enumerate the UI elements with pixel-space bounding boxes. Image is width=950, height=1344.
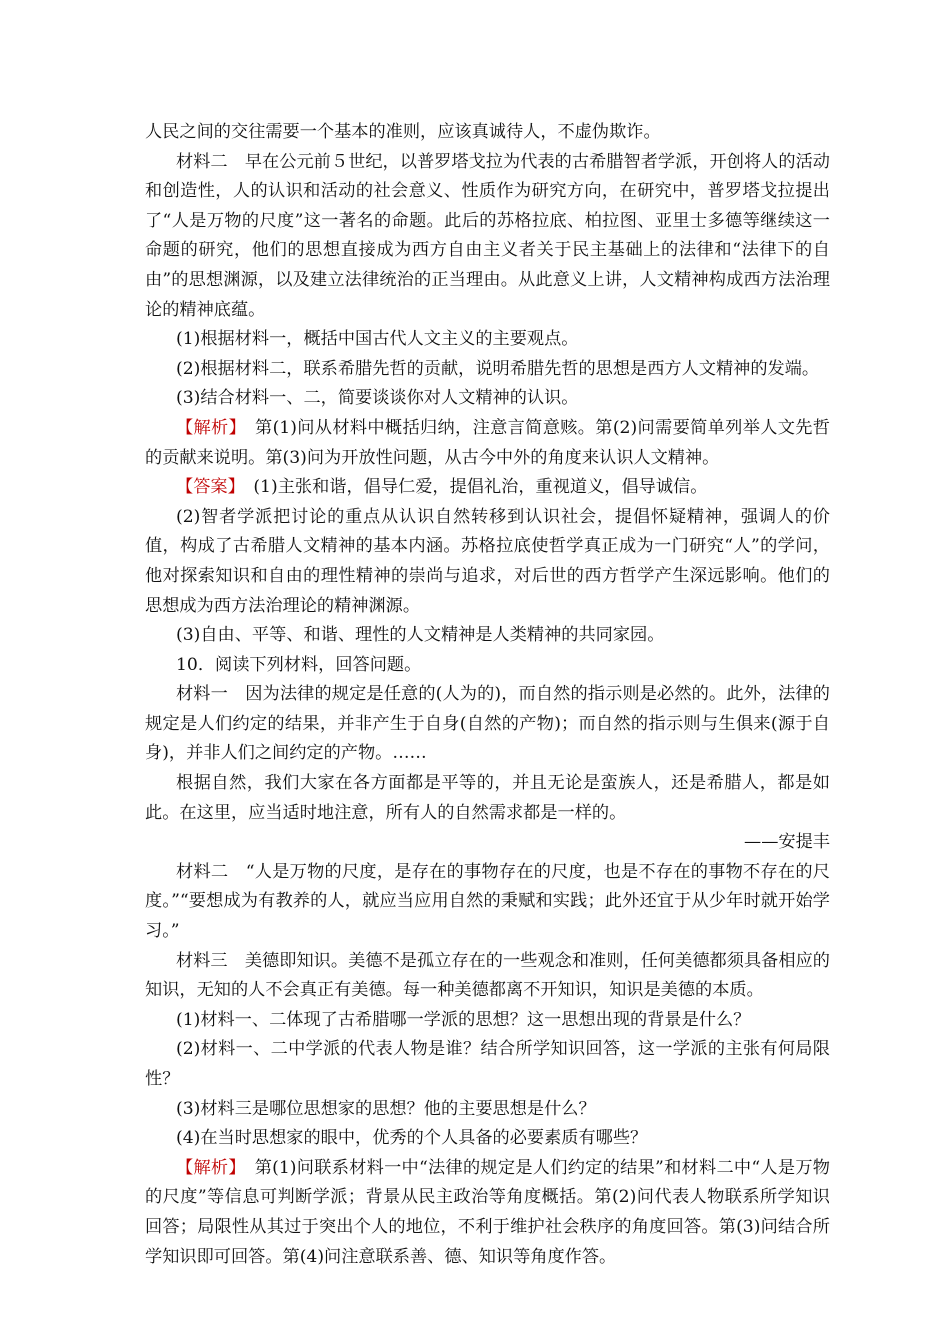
question-item: (3)结合材料一、二，简要谈谈你对人文精神的认识。 xyxy=(176,388,579,409)
question-item: (1)根据材料一，概括中国古代人文主义的主要观点。 xyxy=(176,329,579,350)
answer-paragraph xyxy=(145,473,830,503)
paragraph: 人民之间的交往需要一个基本的准则，应该真诚待人，不虚伪欺诈。 xyxy=(145,122,661,142)
question-item: (2)根据材料二，联系希腊先哲的贡献，说明希腊先哲的思想是西方人文精神的发端。 xyxy=(176,358,820,379)
attribution: ——安提丰 xyxy=(744,832,830,853)
material-paragraph: 材料二 “人是万物的尺度，是存在的事物存在的尺度，也是不存在的事物不存在的尺度。”“要想成为有教养的人，就应当应用自然的秉赋和实践；此外还宜于从少年时就开始学习。” xyxy=(145,861,830,942)
answer-text: (1)主张和谐，倡导仁爱，提倡礼治，重视道义，倡导诚信。 xyxy=(236,477,708,498)
analysis-tag: 【解析】 xyxy=(176,1157,238,1178)
analysis-paragraph xyxy=(145,414,830,473)
material-paragraph: 材料三 美德即知识。美德不是孤立存在的一些观念和准则，任何美德都须具备相应的知识，无知的人不会真正有美德。每一种美德都离不开知识，知识是美德的本质。 xyxy=(145,950,830,1001)
question-item: (4)在当时思想家的眼中，优秀的个人具备的必要素质有哪些？ xyxy=(176,1128,648,1149)
analysis-paragraph xyxy=(145,1154,830,1272)
answer-item: (2)智者学派把讨论的重点从认识自然转移到认识社会，提倡怀疑精神，强调人的价值，构成了古希腊人文精神的基本内涵。苏格拉底使哲学真正成为一门研究“人”的学问，他对探索知识和自由的理性精神的崇尚与追求，对后世的西方哲学产生深远影响。他们的思想成为西方法治理论的精神渊源。 xyxy=(145,506,830,616)
analysis-text: 第(1)问联系材料一中“法律的规定是人们约定的结果”和材料二中“人是万物的尺度”等信息可判断学派；背景从民主政治等角度概括。第(2)问代表人物联系所学知识回答；局限性从其过于突出个人的地位，不利于维护社会秩序的角度回答。第(3)问结合所学知识即可回答。第(4)问注意联系善、德、知识等角度作答。 xyxy=(145,1157,830,1267)
material-paragraph: 材料一 因为法律的规定是任意的(人为的)，而自然的指示则是必然的。此外，法律的规定是人们约定的结果，并非产生于自身(自然的产物)；而自然的指示则与生俱来(源于自身)，并非人们之间约定的产物。…… xyxy=(145,684,830,764)
answer-item: (3)自由、平等、和谐、理性的人文精神是人类精神的共同家园。 xyxy=(176,625,665,646)
question-heading: 10．阅读下列材料，回答问题。 xyxy=(176,654,422,675)
material-paragraph: 根据自然，我们大家在各方面都是平等的，并且无论是蛮族人，还是希腊人，都是如此。在这里，应当适时地注意，所有人的自然需求都是一样的。 xyxy=(145,773,830,823)
question-item: (1)材料一、二体现了古希腊哪一学派的思想？这一思想出现的背景是什么？ xyxy=(176,1009,751,1030)
paragraph: 材料二 早在公元前５世纪，以普罗塔戈拉为代表的古希腊智者学派，开创将人的活动和创造性，人的认识和活动的社会意义、性质作为研究方向，在研究中，普罗塔戈拉提出了“人是万物的尺度”这一著名的命题。此后的苏格拉底、柏拉图、亚里士多德等继续这一命题的研究，他们的思想直接成为西方自由主义者关于民主基础上的法律和“法律下的自由”的思想渊源，以及建立法律统治的正当理由。从此意义上讲，人文精神构成西方法治理论的精神底蕴。 xyxy=(145,151,830,320)
analysis-text: 第(1)问从材料中概括归纳，注意言简意赅。第(2)问需要简单列举人文先哲的贡献来说明。第(3)问为开放性问题，从古今中外的角度来认识人文精神。 xyxy=(145,417,830,468)
question-item: (3)材料三是哪位思想家的思想？他的主要思想是什么？ xyxy=(176,1098,596,1119)
answer-tag: 【答案】 xyxy=(176,477,237,498)
analysis-tag: 【解析】 xyxy=(176,417,238,438)
question-item: (2)材料一、二中学派的代表人物是谁？结合所学知识回答，这一学派的主张有何局限性？ xyxy=(145,1039,830,1089)
